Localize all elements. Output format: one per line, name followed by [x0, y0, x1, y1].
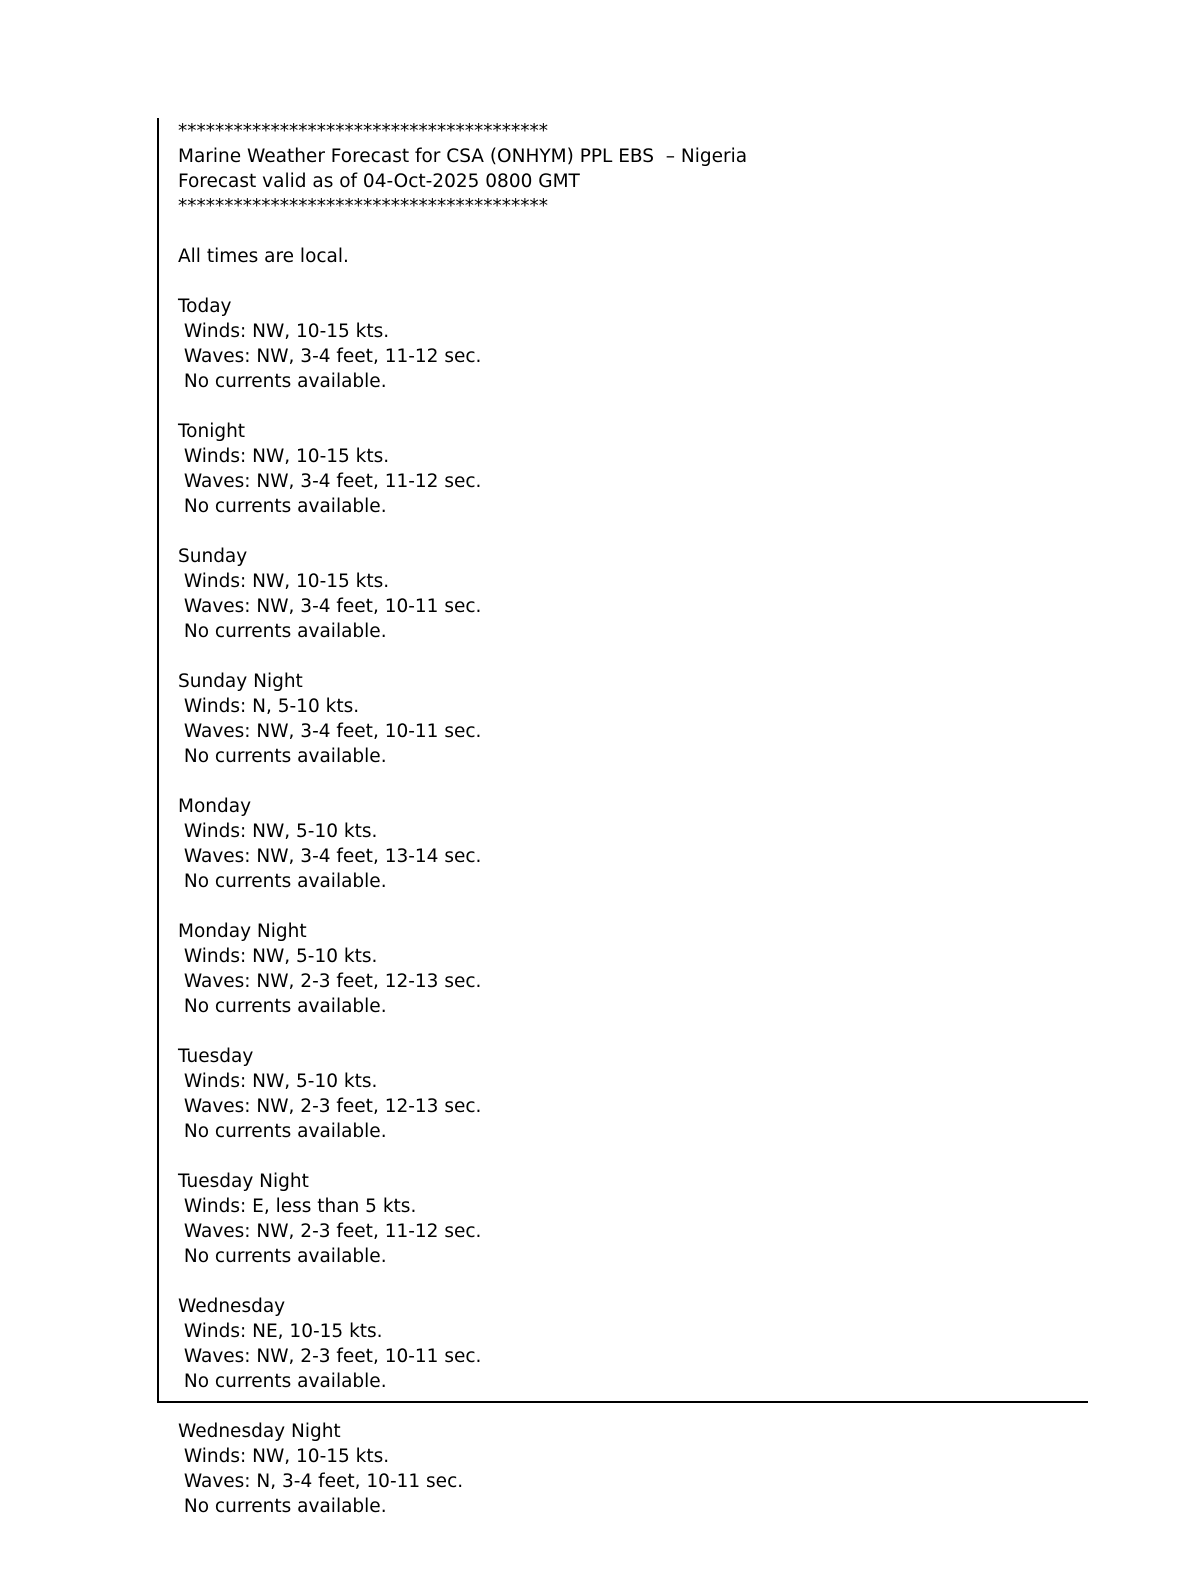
section-lines [178, 1069, 1158, 1144]
section-line: Waves: N, 3-4 feet, 10-11 sec. [178, 1471, 464, 1492]
section-lines [178, 444, 1158, 519]
blank-line [178, 269, 1158, 294]
section-line: Winds: NW, 5-10 kts. [178, 821, 378, 842]
blank-line [178, 894, 1158, 919]
section-line: Waves: NW, 2-3 feet, 12-13 sec. [178, 1096, 482, 1117]
section-line: No currents available. [178, 371, 387, 392]
section-line: No currents available. [178, 621, 387, 642]
section-line: No currents available. [178, 871, 387, 892]
times-note: All times are local. [178, 246, 349, 267]
section-line: Waves: NW, 3-4 feet, 10-11 sec. [178, 721, 482, 742]
section-label: Sunday [178, 546, 248, 567]
forecast-sections-container [178, 294, 1158, 1544]
section-line: Waves: NW, 2-3 feet, 11-12 sec. [178, 1221, 482, 1242]
document-title: Marine Weather Forecast for CSA (ONHYM) PPL EBS – Nigeria [178, 146, 748, 167]
blank-line [178, 644, 1158, 669]
section-line: Winds: NE, 10-15 kts. [178, 1321, 383, 1342]
section-line: Winds: NW, 10-15 kts. [178, 1446, 390, 1467]
section-line: No currents available. [178, 996, 387, 1017]
section-line: Waves: NW, 3-4 feet, 11-12 sec. [178, 346, 482, 367]
section-label: Tonight [178, 421, 246, 442]
section-lines [178, 1194, 1158, 1269]
section-line: Waves: NW, 2-3 feet, 10-11 sec. [178, 1346, 482, 1367]
section-label: Tuesday Night [178, 1171, 309, 1192]
blank-line [178, 1394, 1158, 1419]
blank-line [178, 1144, 1158, 1169]
section-line: Winds: NW, 5-10 kts. [178, 1071, 378, 1092]
forecast-section [178, 544, 1158, 669]
section-lines [178, 944, 1158, 1019]
forecast-section [178, 294, 1158, 419]
blank-line [178, 1269, 1158, 1294]
section-line: No currents available. [178, 496, 387, 517]
blank-line [178, 1019, 1158, 1044]
forecast-valid-line: Forecast valid as of 04-Oct-2025 0800 GMT [178, 171, 580, 192]
forecast-body [178, 119, 1158, 1544]
section-lines [178, 319, 1158, 394]
section-line: Waves: NW, 3-4 feet, 13-14 sec. [178, 846, 482, 867]
section-line: Waves: NW, 2-3 feet, 12-13 sec. [178, 971, 482, 992]
forecast-section [178, 1419, 1158, 1544]
section-line: No currents available. [178, 1246, 387, 1267]
forecast-section [178, 1169, 1158, 1294]
header-stars-top: **************************************** [178, 121, 548, 142]
forecast-section [178, 669, 1158, 794]
section-line: Winds: NW, 10-15 kts. [178, 446, 390, 467]
blank-line [178, 769, 1158, 794]
section-label: Today [178, 296, 232, 317]
section-line: No currents available. [178, 1496, 387, 1517]
section-line: Waves: NW, 3-4 feet, 11-12 sec. [178, 471, 482, 492]
blank-line [178, 394, 1158, 419]
section-label: Tuesday [178, 1046, 254, 1067]
section-line: Winds: NW, 10-15 kts. [178, 571, 390, 592]
section-label: Monday [178, 796, 252, 817]
blank-line [178, 1519, 1158, 1544]
forecast-section [178, 919, 1158, 1044]
forecast-section [178, 1294, 1158, 1419]
section-line: No currents available. [178, 1371, 387, 1392]
blank-line [178, 519, 1158, 544]
section-lines [178, 1319, 1158, 1394]
section-label: Monday Night [178, 921, 307, 942]
section-line: Winds: N, 5-10 kts. [178, 696, 360, 717]
section-line: Winds: NW, 10-15 kts. [178, 321, 390, 342]
section-lines [178, 819, 1158, 894]
section-label: Wednesday Night [178, 1421, 341, 1442]
section-lines [178, 694, 1158, 769]
section-lines [178, 1444, 1158, 1519]
section-label: Wednesday [178, 1296, 286, 1317]
section-lines [178, 569, 1158, 644]
section-line: No currents available. [178, 1121, 387, 1142]
forecast-section [178, 794, 1158, 919]
forecast-section [178, 1044, 1158, 1169]
forecast-section [178, 419, 1158, 544]
section-line: Winds: E, less than 5 kts. [178, 1196, 417, 1217]
section-label: Sunday Night [178, 671, 303, 692]
section-line: Winds: NW, 5-10 kts. [178, 946, 378, 967]
header-stars-bottom: **************************************** [178, 196, 548, 217]
section-line: Waves: NW, 3-4 feet, 10-11 sec. [178, 596, 482, 617]
section-line: No currents available. [178, 746, 387, 767]
blank-line [178, 219, 1158, 244]
